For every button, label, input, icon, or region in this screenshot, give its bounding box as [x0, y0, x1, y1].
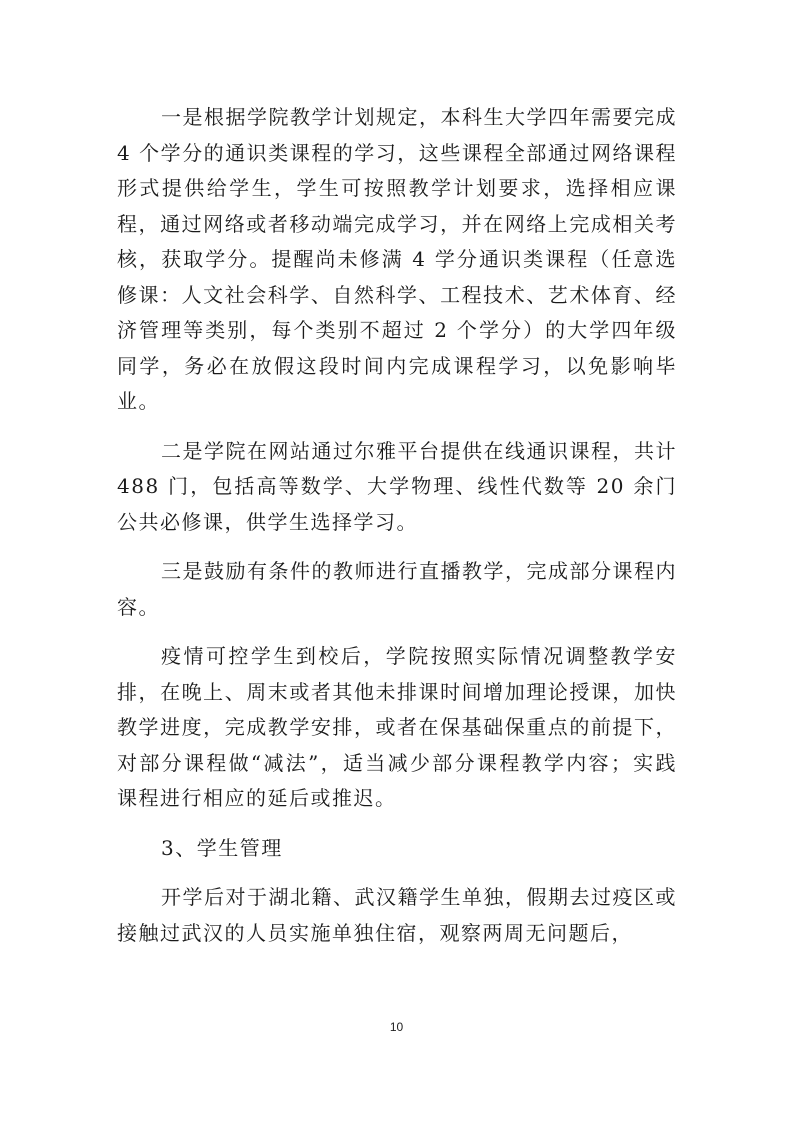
paragraph-general-courses: 一是根据学院教学计划规定，本科生大学四年需要完成 4 个学分的通识类课程的学习，这些课程全部通过网络课程形式提供给学生，学生可按照教学计划要求，选择相应课程，通过网络或者移动端完成学习，并在网络上完成相关考核，获取学分。提醒尚未修满 4 学分通识类课程（任意选修课：人文社会科学、自然科学、工程技术、艺术体育、经济管理等类别，每个类别不超过 2 个学分）的大学四年级同学，务必在放假这段时间内完成课程学习，以免影响毕业。 — [117, 105, 677, 413]
section-heading-student-management: 3、学生管理 — [161, 835, 283, 860]
paragraph-schedule-adjustment: 疫情可控学生到校后，学院按照实际情况调整教学安排，在晚上、周末或者其他未排课时间增加理论授课，加快教学进度，完成教学安排，或者在保基础保重点的前提下，对部分课程做“减法”，适当减少部分课程教学内容；实践课程进行相应的延后或推迟。 — [117, 644, 677, 810]
paragraph-online-courses: 二是学院在网站通过尔雅平台提供在线通识课程，共计 488 门，包括高等数学、大学物理、线性代数等 20 余门公共必修课，供学生选择学习。 — [117, 438, 677, 534]
document-body — [117, 100, 677, 965]
page-number: 10 — [389, 1020, 404, 1034]
paragraph-student-housing: 开学后对于湖北籍、武汉籍学生单独，假期去过疫区或接触过武汉的人员实施单独住宿，观察两周无问题后， — [117, 885, 677, 945]
paragraph-live-teaching: 三是鼓励有条件的教师进行直播教学，完成部分课程内容。 — [117, 559, 677, 619]
